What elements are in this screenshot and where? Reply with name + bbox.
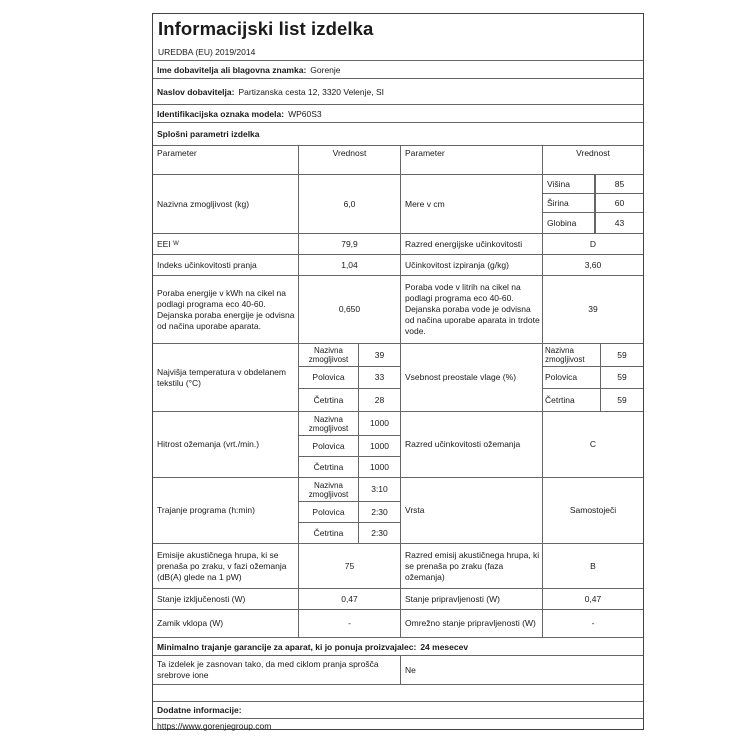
model-row [153, 105, 643, 123]
header-value-right: Vrednost [576, 148, 610, 158]
header-value-left: Vrednost [299, 146, 401, 174]
title-block [153, 14, 643, 61]
duration-label: Trajanje programa (h:min) [153, 478, 299, 543]
warranty-row [153, 638, 643, 656]
moisture-half-value: 59 [601, 367, 643, 389]
spin-half-value: 1000 [359, 436, 401, 457]
moisture-label: Vsebnost preostale vlage (%) [401, 344, 543, 411]
washing-index-label: Indeks učinkovitosti pranja [153, 255, 299, 275]
max-temperature-label: Najvišja temperatura v obdelanem tekstilu (°C) [153, 344, 299, 411]
network-standby-value: - [591, 618, 595, 628]
supplier-row [153, 61, 643, 79]
washing-index-value: 1,04 [299, 255, 401, 275]
consumption-row [153, 276, 643, 344]
energy-class-value: D [589, 238, 597, 249]
spin-class-value: C [589, 439, 597, 449]
duration-quarter-value: 2:30 [359, 523, 401, 543]
height-label: Višina [543, 175, 595, 194]
delay-network-row [153, 610, 643, 638]
off-mode-label: Stanje izključenosti (W) [153, 589, 299, 609]
product-information-sheet [152, 13, 644, 730]
duration-type-row [153, 478, 643, 544]
type-value: Samostoječi [569, 505, 617, 515]
moisture-quarter-value: 59 [617, 394, 627, 405]
spin-speed-label: Hitrost ožemanja (vrt./min.) [153, 412, 299, 477]
moisture-half-label: Polovica [543, 367, 601, 389]
warranty-value: 24 mesecev [420, 641, 469, 652]
max-temp-rated-label: Nazivna zmogljivost [299, 344, 359, 367]
washing-index-row [153, 255, 643, 276]
spin-quarter-value: 1000 [359, 457, 401, 477]
general-section-row [153, 123, 643, 146]
regulation-reference: UREDBA (EU) 2019/2014 [158, 47, 256, 57]
address-label: Naslov dobavitelja: [157, 86, 235, 97]
energy-consumption-value: 0,650 [299, 276, 401, 343]
max-temp-half-value: 33 [359, 367, 401, 389]
max-temp-quarter-value: 28 [359, 389, 401, 411]
address-row [153, 79, 643, 105]
capacity-dimensions-row [153, 175, 643, 234]
eei-value: 79,9 [299, 234, 401, 254]
duration-quarter-label: Četrtina [299, 523, 359, 543]
spin-quarter-label: Četrtina [299, 457, 359, 477]
depth-label: Globina [543, 213, 595, 233]
silver-ions-value: Ne [405, 664, 416, 675]
delay-start-value: - [299, 610, 401, 637]
spin-class-label: Razred učinkovitosti ožemanja [401, 412, 543, 477]
max-temp-rated-value: 39 [359, 344, 401, 367]
silver-ions-row [153, 656, 643, 685]
energy-class-label: Razred energijske učinkovitosti [401, 234, 543, 254]
supplier-label: Ime dobavitelja ali blagovna znamka: [157, 64, 307, 75]
energy-consumption-label: Poraba energije v kWh na cikel na podlagi programa eco 40-60. Dejanska poraba energije je odvisna od načina uporabe aparata. [153, 276, 299, 343]
silver-ions-label: Ta izdelek je zasnovan tako, da med ciklom pranja sprošča srebrove ione [153, 656, 401, 684]
spacer-row [153, 685, 643, 702]
max-temp-half-label: Polovica [299, 367, 359, 389]
model-label: Identifikacijska oznaka modela: [157, 108, 285, 119]
water-consumption-value: 39 [588, 304, 598, 314]
rinsing-label: Učinkovitost izpiranja (g/kg) [401, 255, 543, 275]
moisture-rated-value: 59 [601, 344, 643, 367]
standby-value: 0,47 [584, 593, 602, 604]
width-value: 60 [595, 194, 643, 213]
off-mode-value: 0,47 [299, 589, 401, 609]
additional-info-label: Dodatne informacije: [157, 705, 242, 715]
duration-rated-value: 3:10 [359, 478, 401, 502]
capacity-value: 6,0 [299, 175, 401, 233]
duration-rated-label: Nazivna zmogljivost [299, 478, 359, 502]
manufacturer-url[interactable]: https://www.gorenjegroup.com [157, 721, 272, 731]
header-parameter-left: Parameter [153, 146, 299, 174]
warranty-label: Minimalno trajanje garancije za aparat, ki jo ponuja proizvajalec: [157, 641, 417, 652]
power-modes-row [153, 589, 643, 610]
standby-label: Stanje pripravljenosti (W) [401, 589, 543, 609]
document-title: Informacijski list izdelka [158, 18, 374, 39]
spin-rated-value: 1000 [359, 412, 401, 436]
spin-rated-label: Nazivna zmogljivost [299, 412, 359, 436]
eei-label-text: EEI [157, 238, 171, 249]
moisture-quarter-label: Četrtina [543, 389, 601, 411]
type-label: Vrsta [401, 478, 543, 543]
height-value: 85 [595, 175, 643, 194]
delay-start-label: Zamik vklopa (W) [153, 610, 299, 637]
header-parameter-right: Parameter [401, 146, 543, 174]
rinsing-value: 3,60 [584, 259, 602, 270]
model-value: WP60S3 [288, 108, 322, 119]
depth-value: 43 [595, 213, 643, 233]
moisture-rated-label: Nazivna zmogljivost [543, 344, 601, 367]
water-consumption-label: Poraba vode v litrih na cikel na podlagi programa eco 40-60. Dejanska poraba vode je odvisna od načina uporabe aparata in trdote vode. [401, 276, 543, 343]
noise-class-label: Razred emisij akustičnega hrupa, ki se prenaša po zraku (faza ožemanja) [401, 544, 543, 588]
eei-label [153, 234, 299, 254]
url-row [153, 719, 643, 733]
noise-row [153, 544, 643, 589]
eei-subscript: W [173, 240, 179, 247]
noise-class-value: B [590, 560, 596, 571]
capacity-label: Nazivna zmogljivost (kg) [153, 175, 299, 233]
width-label: Širina [543, 194, 595, 213]
supplier-value: Gorenje [310, 64, 341, 75]
network-standby-label: Omrežno stanje pripravljenosti (W) [401, 610, 543, 637]
noise-label: Emisije akustičnega hrupa, ki se prenaša po zraku, v fazi ožemanja (dB(A) glede na 1 pW) [153, 544, 299, 588]
dimensions-label: Mere v cm [401, 175, 543, 233]
additional-info-row [153, 702, 643, 719]
temperature-moisture-row [153, 344, 643, 412]
spin-row [153, 412, 643, 478]
eei-row [153, 234, 643, 255]
general-section-title: Splošni parametri izdelka [157, 129, 260, 139]
table-header-row [153, 146, 643, 175]
duration-half-label: Polovica [299, 502, 359, 523]
address-value: Partizanska cesta 12, 3320 Velenje, SI [238, 86, 385, 97]
noise-value: 75 [299, 544, 401, 588]
max-temp-quarter-label: Četrtina [299, 389, 359, 411]
spin-half-label: Polovica [299, 436, 359, 457]
duration-half-value: 2:30 [359, 502, 401, 523]
